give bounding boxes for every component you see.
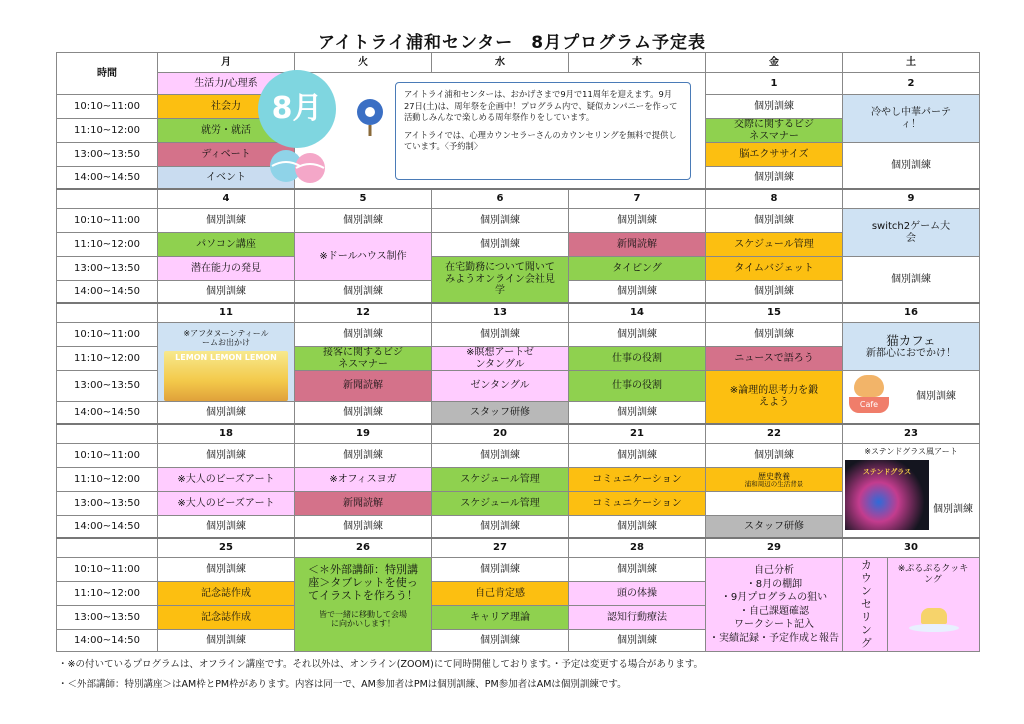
program-cell: コミュニケーション	[569, 492, 706, 516]
program-line: ・9月プログラムの狙い	[720, 592, 828, 604]
program-cell: タイピング	[569, 257, 706, 281]
program-label: 交際に関するビジネスマナー	[734, 119, 814, 142]
time-slot: 14:00~14:50	[57, 630, 158, 652]
program-cell: 個別訓練	[158, 630, 295, 652]
program-cell: 個別訓練	[569, 444, 706, 468]
week-label-spacer	[57, 538, 158, 558]
program-sublabel: 新都心におでかけ！	[866, 347, 956, 359]
program-cell: 個別訓練	[158, 281, 295, 303]
program-label: switch2ゲーム大会	[871, 221, 951, 244]
date-cell: 30	[843, 538, 980, 558]
time-slot: 10:10~11:00	[57, 209, 158, 233]
cat-cafe-illustration	[847, 375, 891, 413]
lemon-photo	[164, 351, 288, 401]
program-cell: 個別訓練	[706, 209, 843, 233]
month-badge: 8月	[258, 70, 336, 148]
program-cell	[295, 347, 432, 371]
date-cell: 26	[295, 538, 432, 558]
time-slot: 13:00~13:50	[57, 257, 158, 281]
week-label-spacer	[57, 303, 158, 323]
program-cell: キャリア理論	[432, 606, 569, 630]
date-cell: 4	[158, 189, 295, 209]
time-slot: 13:00~13:50	[57, 143, 158, 167]
program-label: 個別訓練	[933, 504, 973, 516]
pudding-illustration	[909, 608, 959, 638]
date-cell: 21	[569, 424, 706, 444]
date-cell: 5	[295, 189, 432, 209]
program-cell: ※オフィスヨガ	[295, 468, 432, 492]
program-cell: 個別訓練	[295, 402, 432, 424]
date-cell: 8	[706, 189, 843, 209]
program-cell: ゼンタングル	[432, 371, 569, 402]
program-cell	[432, 257, 569, 303]
date-cell: 19	[295, 424, 432, 444]
pudding-top	[921, 608, 947, 624]
program-cell	[843, 371, 980, 424]
program-cell	[706, 468, 843, 492]
notice-anniversary: アイトライ浦和センターは、おかげさまで9月で11周年を迎えます。9月27日(土)は、周年祭を企画中！プログラム内で、疑似カンパニーを作って活動しみんなで楽しめる周年祭作りをしています。	[404, 89, 678, 123]
program-cell: 個別訓練	[569, 558, 706, 582]
legend-debate: ディベート	[158, 143, 295, 167]
program-cell: 個別訓練	[569, 323, 706, 347]
program-label: ※瞑想アートゼンタングル	[466, 347, 534, 370]
time-slot: 14:00~14:50	[57, 402, 158, 424]
program-cell: 個別訓練	[706, 167, 843, 189]
time-slot: 13:00~13:50	[57, 371, 158, 402]
program-cell: 個別訓練	[569, 209, 706, 233]
program-cell: 個別訓練	[569, 281, 706, 303]
program-cell: 個別訓練	[158, 558, 295, 582]
program-label: 個別訓練	[916, 391, 956, 403]
legend-life: 生活力/心理系	[158, 73, 295, 95]
date-cell: 16	[843, 303, 980, 323]
program-cell: 記念誌作成	[158, 606, 295, 630]
program-cell: ニュースで語ろう	[706, 347, 843, 371]
program-line: ワークシート記入	[734, 619, 814, 631]
program-cell: 認知行動療法	[569, 606, 706, 630]
program-cell: 個別訓練	[569, 516, 706, 538]
program-cell: 個別訓練	[706, 95, 843, 119]
program-cell: 個別訓練	[569, 630, 706, 652]
date-cell: 23	[843, 424, 980, 444]
program-label: 在宅勤務について聞いてみようオンライン会社見学	[445, 262, 555, 296]
time-slot: 11:10~12:00	[57, 119, 158, 143]
program-cell: コミュニケーション	[569, 468, 706, 492]
date-cell: 14	[569, 303, 706, 323]
date-cell: 6	[432, 189, 569, 209]
day-header-tue: 火	[295, 53, 432, 73]
program-label: ※ステンドグラス風アート	[864, 447, 958, 457]
program-cell: 潜在能力の発見	[158, 257, 295, 281]
program-cell: 個別訓練	[706, 323, 843, 347]
date-cell: 20	[432, 424, 569, 444]
date-cell: 27	[432, 538, 569, 558]
day-header-wed: 水	[432, 53, 569, 73]
program-cell: ※大人のビーズアート	[158, 492, 295, 516]
program-cell: パソコン講座	[158, 233, 295, 257]
program-cell: 個別訓練	[295, 444, 432, 468]
program-cell: 個別訓練	[706, 281, 843, 303]
program-label: ※ぷるぷるクッキング	[897, 564, 969, 585]
stained-glass-image	[845, 460, 929, 530]
date-cell: 29	[706, 538, 843, 558]
uchiwa-fan-icon	[350, 96, 390, 136]
program-cell	[706, 119, 843, 143]
program-cell: 個別訓練	[569, 402, 706, 424]
program-cell: 個別訓練	[432, 233, 569, 257]
program-cell: 個別訓練	[158, 209, 295, 233]
program-cell: ※大人のビーズアート	[158, 468, 295, 492]
program-cell: 新聞読解	[569, 233, 706, 257]
program-cell	[843, 323, 980, 371]
pudding-plate	[909, 624, 959, 632]
legend-event: イベント	[158, 167, 295, 189]
date-cell: 9	[843, 189, 980, 209]
day-header-mon: 月	[158, 53, 295, 73]
program-cell: 個別訓練	[295, 281, 432, 303]
time-slot: 14:00~14:50	[57, 516, 158, 538]
program-line: ・8月の棚卸	[745, 578, 803, 590]
time-slot: 11:10~12:00	[57, 233, 158, 257]
day-header-sat: 土	[843, 53, 980, 73]
time-slot: 10:10~11:00	[57, 558, 158, 582]
time-slot: 13:00~13:50	[57, 606, 158, 630]
date-cell: 18	[158, 424, 295, 444]
program-label: ※アフタヌーンティールームお出かけ	[183, 329, 269, 348]
program-label: ＜＊外部講師：特別講座＞タブレットを使ってイラストを作ろう！	[308, 563, 418, 602]
program-line: 自己分析	[754, 565, 794, 577]
date-cell: 22	[706, 424, 843, 444]
program-line: ・実績記録・予定作成と報告	[709, 632, 839, 644]
time-slot: 14:00~14:50	[57, 167, 158, 189]
program-cell: スタッフ研修	[706, 516, 843, 538]
program-sublabel: 皆で一緒に移動して会場に向かいします！	[319, 610, 407, 629]
program-cell: 個別訓練	[843, 257, 980, 303]
program-label: 歴史教養	[758, 471, 790, 481]
date-cell: 12	[295, 303, 432, 323]
time-slot: 14:00~14:50	[57, 281, 158, 303]
program-cell	[843, 95, 980, 143]
notice-box	[395, 82, 691, 180]
program-cell	[432, 347, 569, 371]
day-header-fri: 金	[706, 53, 843, 73]
program-cell	[706, 558, 843, 652]
program-cell: 仕事の役割	[569, 347, 706, 371]
program-cell	[706, 371, 843, 424]
date-cell: 7	[569, 189, 706, 209]
week-label-spacer	[57, 189, 158, 209]
program-cell: 個別訓練	[432, 444, 569, 468]
program-cell: 個別訓練	[706, 444, 843, 468]
program-cell: 個別訓練	[158, 402, 295, 424]
program-cell: 新聞読解	[295, 371, 432, 402]
footer-note-2: ・＜外部講師：特別講座＞はAM枠とPM枠があります。内容は同一で、AM参加者はPMは個別訓練、PM参加者はAMは個別訓練です。	[58, 679, 627, 690]
legend-work: 就労・就活	[158, 119, 295, 143]
counseling-block	[843, 558, 888, 651]
program-cell: スケジュール管理	[432, 468, 569, 492]
program-cell: 個別訓練	[295, 516, 432, 538]
lemon-photo-text: LEMON LEMON LEMON	[175, 353, 277, 363]
program-cell: 仕事の役割	[569, 371, 706, 402]
date-cell: 28	[569, 538, 706, 558]
program-cell: 脳エクササイズ	[706, 143, 843, 167]
program-cell: スケジュール管理	[706, 233, 843, 257]
stained-glass-text: ステンドグラス	[862, 468, 912, 477]
date-cell: 25	[158, 538, 295, 558]
program-cell: スタッフ研修	[432, 402, 569, 424]
program-cell: 個別訓練	[432, 209, 569, 233]
legend-social: 社会力	[158, 95, 295, 119]
program-cell: 自己肯定感	[432, 582, 569, 606]
program-label: ※論理的思考力を鍛えよう	[729, 385, 819, 408]
date-cell: 15	[706, 303, 843, 323]
time-slot: 13:00~13:50	[57, 492, 158, 516]
cafe-cup: Cafe	[849, 397, 889, 413]
time-header: 時間	[57, 53, 158, 95]
program-cell: スケジュール管理	[432, 492, 569, 516]
program-cell	[843, 444, 980, 538]
time-slot: 10:10~11:00	[57, 95, 158, 119]
program-cell: 個別訓練	[432, 516, 569, 538]
time-slot: 11:10~12:00	[57, 468, 158, 492]
cat-head	[854, 375, 884, 397]
time-slot: 10:10~11:00	[57, 444, 158, 468]
program-cell: 個別訓練	[158, 444, 295, 468]
program-label: 猫カフェ	[886, 332, 936, 348]
week-label-spacer	[57, 424, 158, 444]
date-cell: 13	[432, 303, 569, 323]
program-cell	[295, 558, 432, 652]
program-cell: 新聞読解	[295, 492, 432, 516]
program-cell	[843, 209, 980, 257]
program-cell: ※ドールハウス制作	[295, 233, 432, 281]
time-slot: 11:10~12:00	[57, 582, 158, 606]
program-cell: 個別訓練	[158, 516, 295, 538]
time-slot: 11:10~12:00	[57, 347, 158, 371]
program-cell: 個別訓練	[432, 558, 569, 582]
program-cell: 頭の体操	[569, 582, 706, 606]
program-cell: 記念誌作成	[158, 582, 295, 606]
footer-note-1: ・※の付いているプログラムは、オフライン講座です。それ以外は、オンライン(ZOOM)にて同時開催しております。・予定は変更する場合があります。	[58, 659, 704, 670]
time-slot: 10:10~11:00	[57, 323, 158, 347]
program-cell: 個別訓練	[295, 209, 432, 233]
program-cell: タイムバジェット	[706, 257, 843, 281]
notice-counseling: アイトライでは、心理カウンセラーさんのカウンセリングを無料で提供しています。〈予約制〉	[404, 129, 677, 152]
program-label: カウンセリング	[859, 559, 873, 651]
program-cell	[158, 323, 295, 402]
program-cell: 個別訓練	[295, 323, 432, 347]
day-header-thu: 木	[569, 53, 706, 73]
date-2: 2	[843, 73, 980, 95]
program-line: ・自己課題確認	[739, 605, 809, 617]
date-1: 1	[706, 73, 843, 95]
program-label: 接客に関するビジネスマナー	[323, 347, 403, 370]
program-cell	[843, 558, 980, 652]
program-cell: 個別訓練	[432, 630, 569, 652]
date-cell: 11	[158, 303, 295, 323]
program-sublabel: 浦和周辺の生活背景	[744, 479, 804, 488]
page-title: アイトライ浦和センター 8月プログラム予定表	[318, 33, 706, 53]
program-cell: 個別訓練	[843, 143, 980, 189]
program-label: 冷やし中華パーティ！	[871, 107, 951, 130]
water-balloon-icon	[264, 146, 334, 186]
program-cell: 個別訓練	[432, 323, 569, 347]
program-cell	[706, 492, 843, 516]
